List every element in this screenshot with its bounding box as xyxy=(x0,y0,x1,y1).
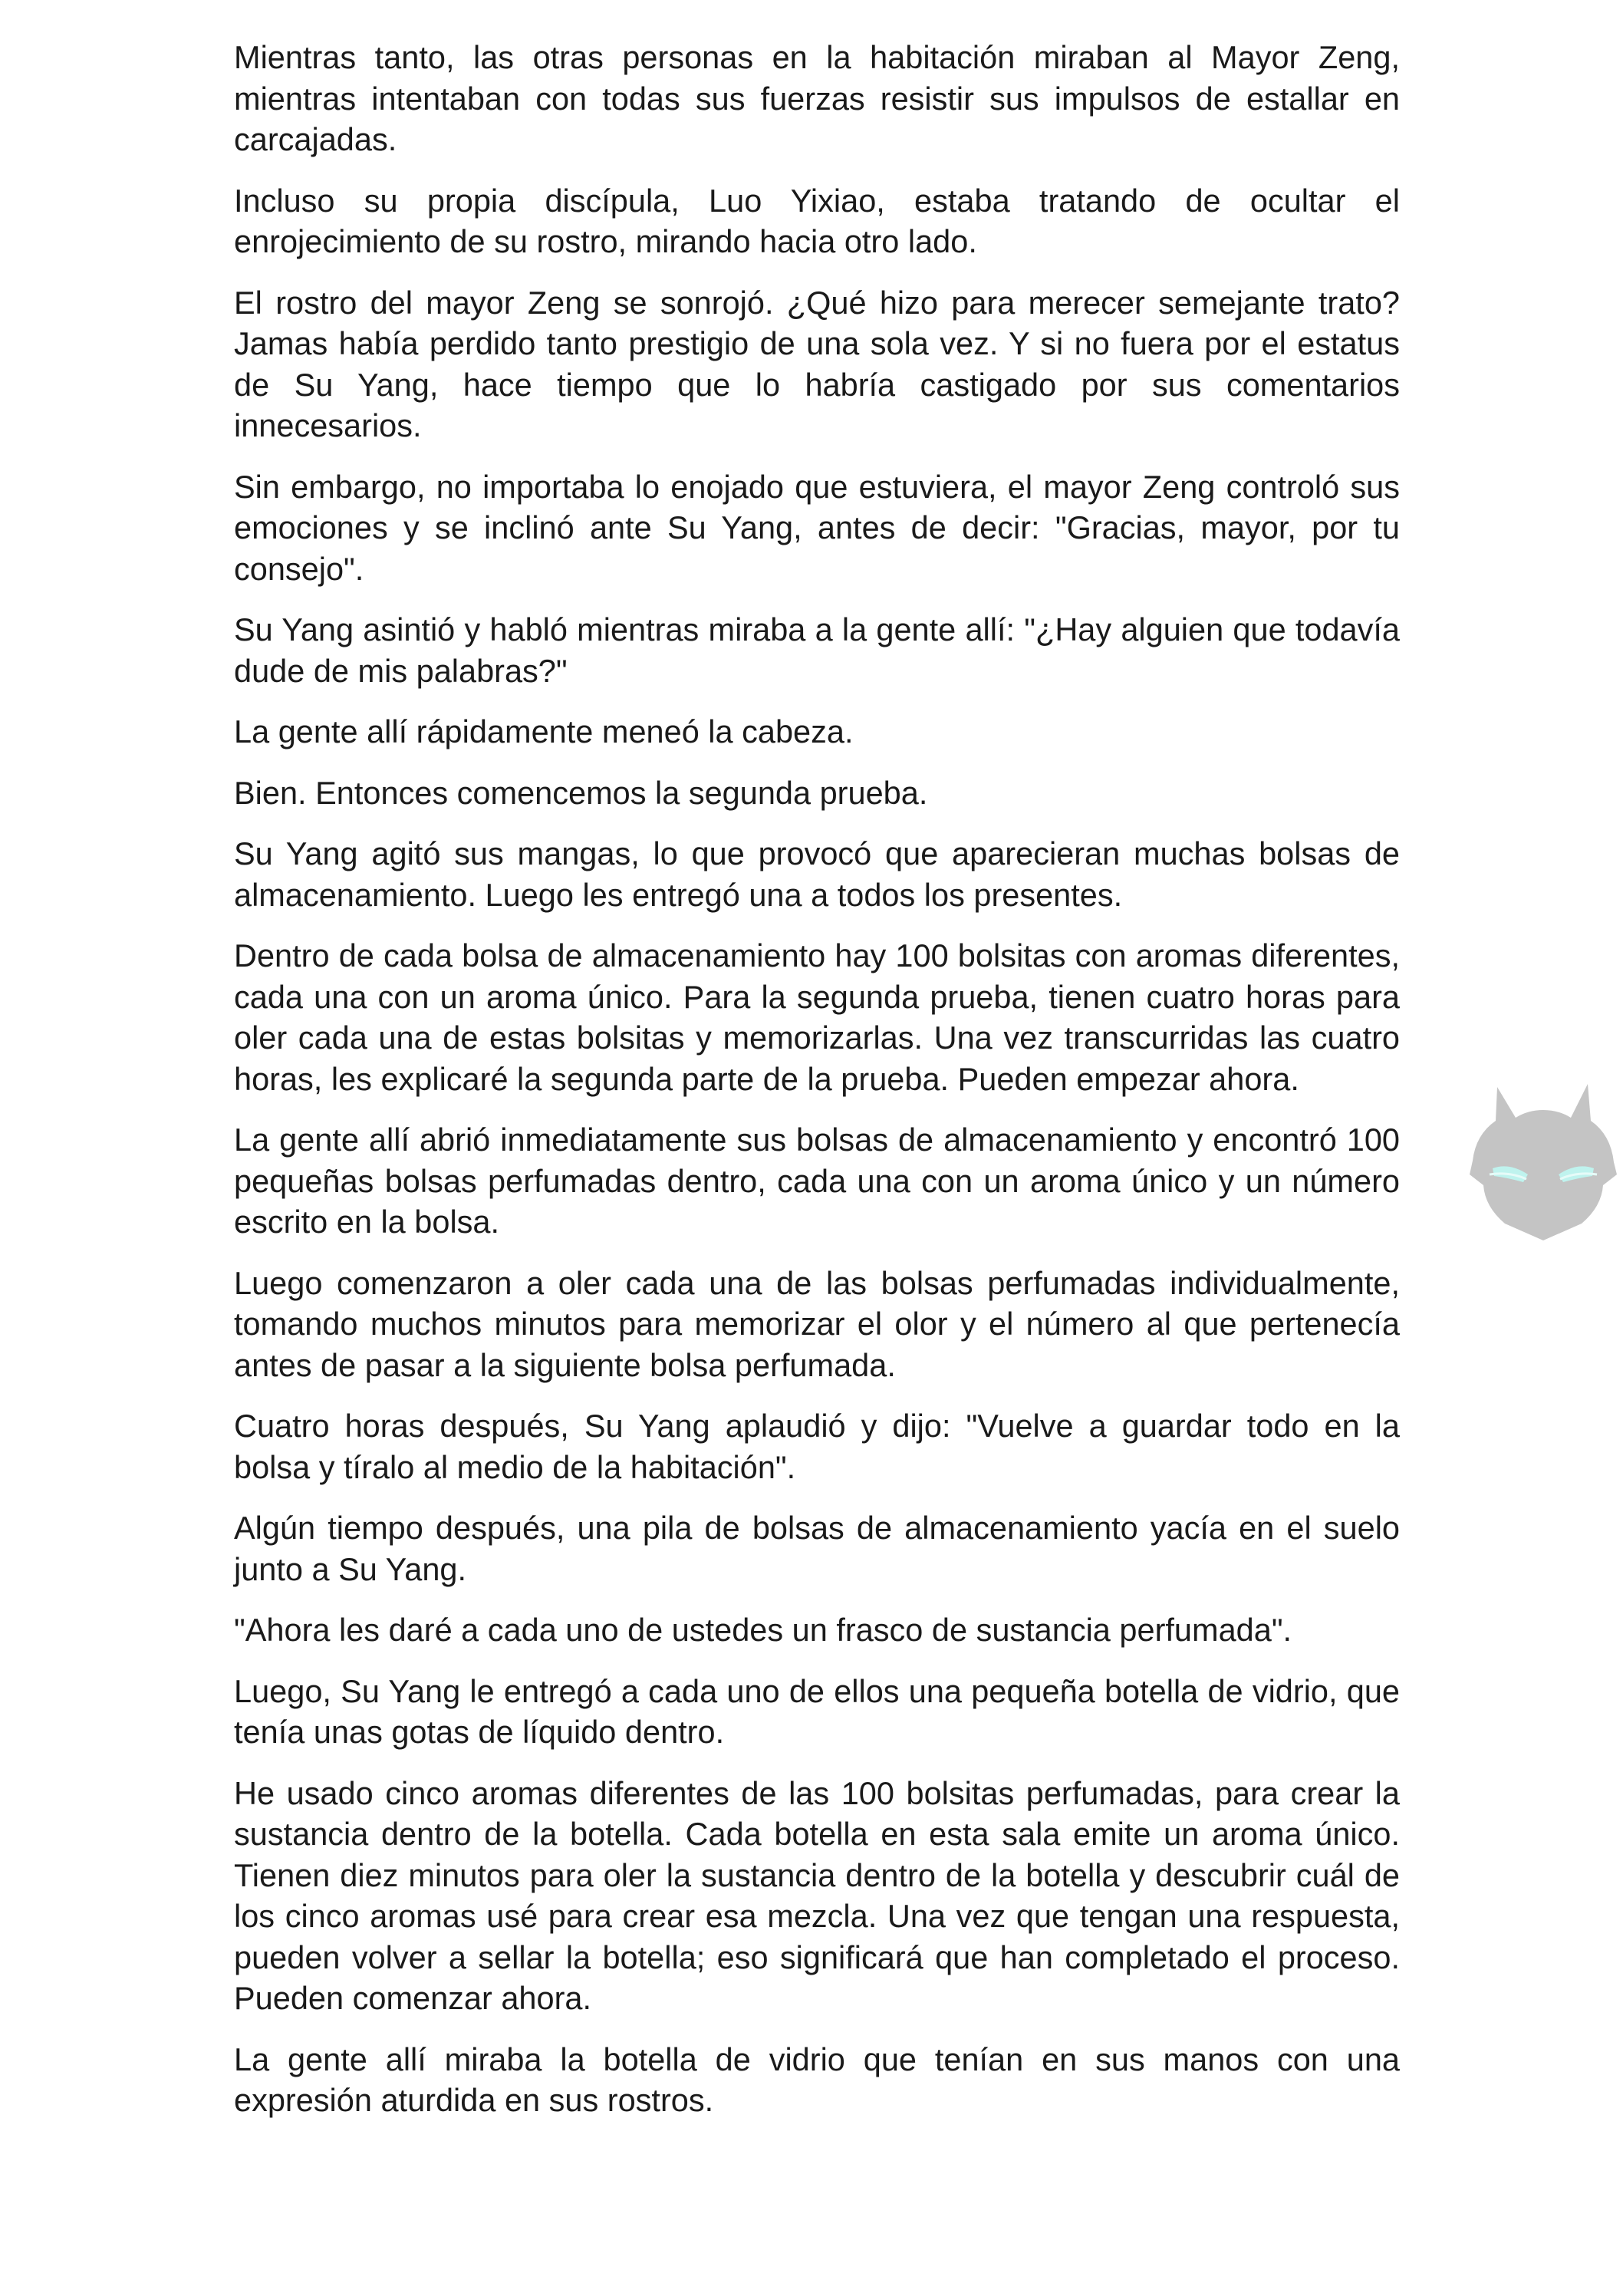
paragraph: He usado cinco aromas diferentes de las 100 bolsitas perfumadas, para crear la sustancia dentro de la botella. Cada botella en esta sala emite un aroma único. Tienen diez minutos para oler la sustancia dentro de la botella y descubrir cuál de los cinco aromas usé para crear esa mezcla. Una vez que tengan una respuesta, pueden volver a sellar la botella; eso significará que han completado el proceso. Pueden comenzar ahora. xyxy=(234,1774,1400,2016)
paragraph: Sin embargo, no importaba lo enojado que estuviera, el mayor Zeng controló sus emociones y se inclinó ante Su Yang, antes de decir: "Gracias, mayor, por tu consejo". xyxy=(234,468,1400,587)
paragraph: Bien. Entonces comencemos la segunda prueba. xyxy=(234,774,928,811)
paragraph: Luego comenzaron a oler cada una de las bolsas perfumadas individualmente, tomando muchos minutos para memorizar el olor y el número al que pertenecía antes de pasar a la siguiente bolsa perfumada. xyxy=(234,1264,1400,1383)
paragraph: El rostro del mayor Zeng se sonrojó. ¿Qué hizo para merecer semejante trato? Jamas había perdido tanto prestigio de una sola vez. Y si no fuera por el estatus de Su Yang, hace tiempo que lo habría castigado por sus comentarios innecesarios. xyxy=(234,284,1400,443)
paragraph: Algún tiempo después, una pila de bolsas de almacenamiento yacía en el suelo junto a Su Yang. xyxy=(234,1510,1400,1587)
paragraph: Dentro de cada bolsa de almacenamiento hay 100 bolsitas con aromas diferentes, cada una con un aroma único. Para la segunda prueba, tienen cuatro horas para oler cada una de estas bolsitas y memorizarlas. Una vez transcurridas las cuatro horas, les explicaré la segunda parte de la prueba. Pueden empezar ahora. xyxy=(234,937,1400,1097)
text-body xyxy=(234,37,1400,2141)
paragraph: Su Yang asintió y habló mientras miraba a la gente allí: "¿Hay alguien que todavía dude de mis palabras?" xyxy=(234,611,1400,689)
paragraph: La gente allí abrió inmediatamente sus bolsas de almacenamiento y encontró 100 pequeñas bolsas perfumadas dentro, cada una con un aroma único y un número escrito en la bolsa. xyxy=(234,1122,1400,1240)
demon-head-logo-icon xyxy=(1467,1070,1620,1247)
paragraph: Su Yang agitó sus mangas, lo que provocó que aparecieran muchas bolsas de almacenamiento. Luego les entregó una a todos los presentes. xyxy=(234,835,1400,913)
paragraph: Mientras tanto, las otras personas en la habitación miraban al Mayor Zeng, mientras intentaban con todas sus fuerzas resistir sus impulsos de estallar en carcajadas. xyxy=(234,39,1400,157)
paragraph: La gente allí miraba la botella de vidrio que tenían en sus manos con una expresión aturdida en sus rostros. xyxy=(234,2041,1400,2118)
paragraph: Incluso su propia discípula, Luo Yixiao, estaba tratando de ocultar el enrojecimiento de su rostro, mirando hacia otro lado. xyxy=(234,182,1400,259)
paragraph: "Ahora les daré a cada uno de ustedes un frasco de sustancia perfumada". xyxy=(234,1612,1292,1648)
paragraph: Luego, Su Yang le entregó a cada uno de ellos una pequeña botella de vidrio, que tenía unas gotas de líquido dentro. xyxy=(234,1672,1400,1750)
paragraph: La gente allí rápidamente meneó la cabeza. xyxy=(234,713,854,749)
paragraph: Cuatro horas después, Su Yang aplaudió y dijo: "Vuelve a guardar todo en la bolsa y tíralo al medio de la habitación". xyxy=(234,1408,1400,1485)
